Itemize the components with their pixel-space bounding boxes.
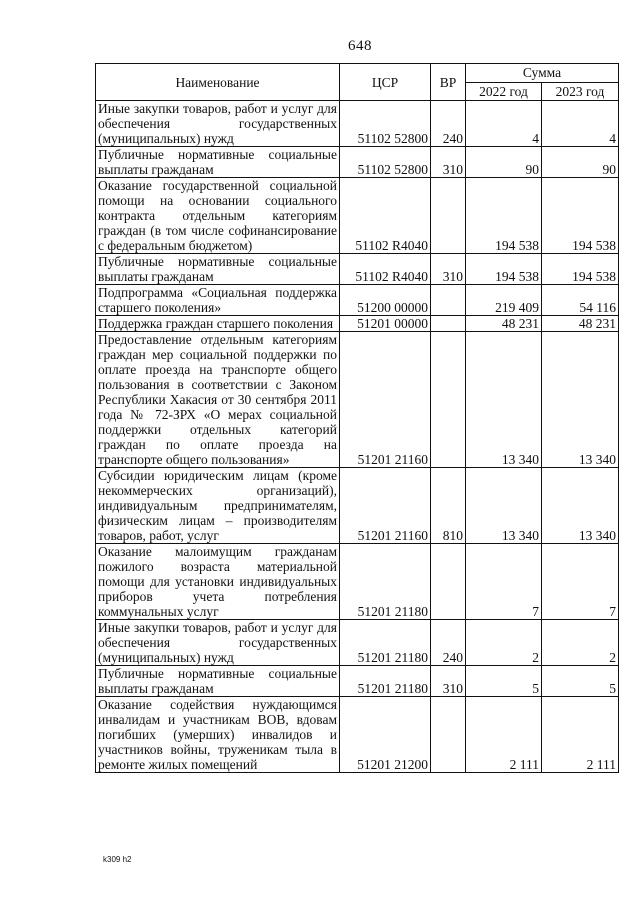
row-csr: 51102 52800 (340, 101, 431, 147)
row-name: Субсидии юридическим лицам (кроме некоммерческих организаций), индивидуальным предпринимателям, физическим лицам – производителям товаров, работ, услуг (96, 468, 340, 544)
row-name: Оказание государственной социальной помощи на основании социального контракта отдельным категориям граждан (в том числе софинансирование с федеральным бюджетом) (96, 178, 340, 254)
table-row (96, 285, 619, 316)
row-name: Предоставление отдельным категориям граждан мер социальной поддержки по оплате проезда на транспорте общего пользования в соответствии с Законом Республики Хакасия от 30 сентября 2011 года № 72-ЗРХ «О мерах социальной поддержки отдельных категорий граждан по оплате проезда на транспорте общего пользования» (96, 332, 340, 468)
row-vr: 310 (431, 254, 466, 285)
row-vr (431, 178, 466, 254)
row-amount-2023: 4 (542, 101, 619, 147)
row-vr (431, 285, 466, 316)
table-row (96, 620, 619, 666)
row-csr: 51201 21180 (340, 666, 431, 697)
row-amount-2023: 90 (542, 147, 619, 178)
row-csr: 51201 21180 (340, 544, 431, 620)
row-csr: 51102 R4040 (340, 254, 431, 285)
row-amount-2023: 48 231 (542, 316, 619, 332)
header-csr: ЦСР (340, 64, 431, 101)
row-name: Публичные нормативные социальные выплаты гражданам (96, 147, 340, 178)
row-amount-2022: 90 (466, 147, 542, 178)
row-name: Иные закупки товаров, работ и услуг для обеспечения государственных (муниципальных) нужд (96, 620, 340, 666)
row-name: Оказание малоимущим гражданам пожилого возраста материальной помощи для установки индивидуальных приборов учета потребления коммунальных услуг (96, 544, 340, 620)
row-vr (431, 544, 466, 620)
header-name: Наименование (96, 64, 340, 101)
table-row (96, 254, 619, 285)
row-amount-2023: 7 (542, 544, 619, 620)
table-row (96, 101, 619, 147)
table-row (96, 468, 619, 544)
row-vr: 310 (431, 147, 466, 178)
row-csr: 51201 21180 (340, 620, 431, 666)
row-amount-2022: 13 340 (466, 332, 542, 468)
row-amount-2022: 13 340 (466, 468, 542, 544)
row-vr (431, 697, 466, 773)
row-vr: 310 (431, 666, 466, 697)
row-vr (431, 316, 466, 332)
row-vr: 240 (431, 101, 466, 147)
row-vr: 240 (431, 620, 466, 666)
row-name: Оказание содействия нуждающимся инвалидам и участникам ВОВ, вдовам погибших (умерших) инвалидов и участников войны, труженикам тыла в ремонте жилых помещений (96, 697, 340, 773)
table-row (96, 332, 619, 468)
row-vr (431, 332, 466, 468)
row-amount-2023: 194 538 (542, 254, 619, 285)
header-sum: Сумма (466, 64, 619, 83)
row-amount-2023: 54 116 (542, 285, 619, 316)
row-amount-2022: 194 538 (466, 178, 542, 254)
row-csr: 51201 21200 (340, 697, 431, 773)
table-row (96, 178, 619, 254)
row-amount-2022: 48 231 (466, 316, 542, 332)
row-vr: 810 (431, 468, 466, 544)
footer-code: k309 h2 (103, 855, 132, 864)
table-header (96, 64, 619, 101)
row-amount-2022: 2 (466, 620, 542, 666)
header-vr: ВР (431, 64, 466, 101)
page-number: 648 (348, 38, 372, 54)
table-row (96, 666, 619, 697)
row-csr: 51201 21160 (340, 468, 431, 544)
row-name: Поддержка граждан старшего поколения (96, 316, 340, 332)
table-body (96, 101, 619, 773)
row-csr: 51201 00000 (340, 316, 431, 332)
row-csr: 51200 00000 (340, 285, 431, 316)
row-name: Публичные нормативные социальные выплаты гражданам (96, 254, 340, 285)
budget-table (95, 63, 619, 773)
row-amount-2023: 13 340 (542, 468, 619, 544)
row-amount-2023: 13 340 (542, 332, 619, 468)
row-amount-2022: 194 538 (466, 254, 542, 285)
row-name: Иные закупки товаров, работ и услуг для обеспечения государственных (муниципальных) нужд (96, 101, 340, 147)
row-amount-2022: 5 (466, 666, 542, 697)
table-row (96, 544, 619, 620)
row-amount-2022: 2 111 (466, 697, 542, 773)
row-name: Публичные нормативные социальные выплаты гражданам (96, 666, 340, 697)
row-csr: 51102 R4040 (340, 178, 431, 254)
row-amount-2022: 4 (466, 101, 542, 147)
row-csr: 51102 52800 (340, 147, 431, 178)
table-row (96, 316, 619, 332)
header-year-2022: 2022 год (466, 82, 542, 101)
row-amount-2023: 5 (542, 666, 619, 697)
table-row (96, 697, 619, 773)
row-amount-2023: 194 538 (542, 178, 619, 254)
row-csr: 51201 21160 (340, 332, 431, 468)
row-amount-2023: 2 111 (542, 697, 619, 773)
row-amount-2022: 7 (466, 544, 542, 620)
table-row (96, 147, 619, 178)
row-amount-2022: 219 409 (466, 285, 542, 316)
row-name: Подпрограмма «Социальная поддержка старшего поколения» (96, 285, 340, 316)
row-amount-2023: 2 (542, 620, 619, 666)
header-year-2023: 2023 год (542, 82, 619, 101)
